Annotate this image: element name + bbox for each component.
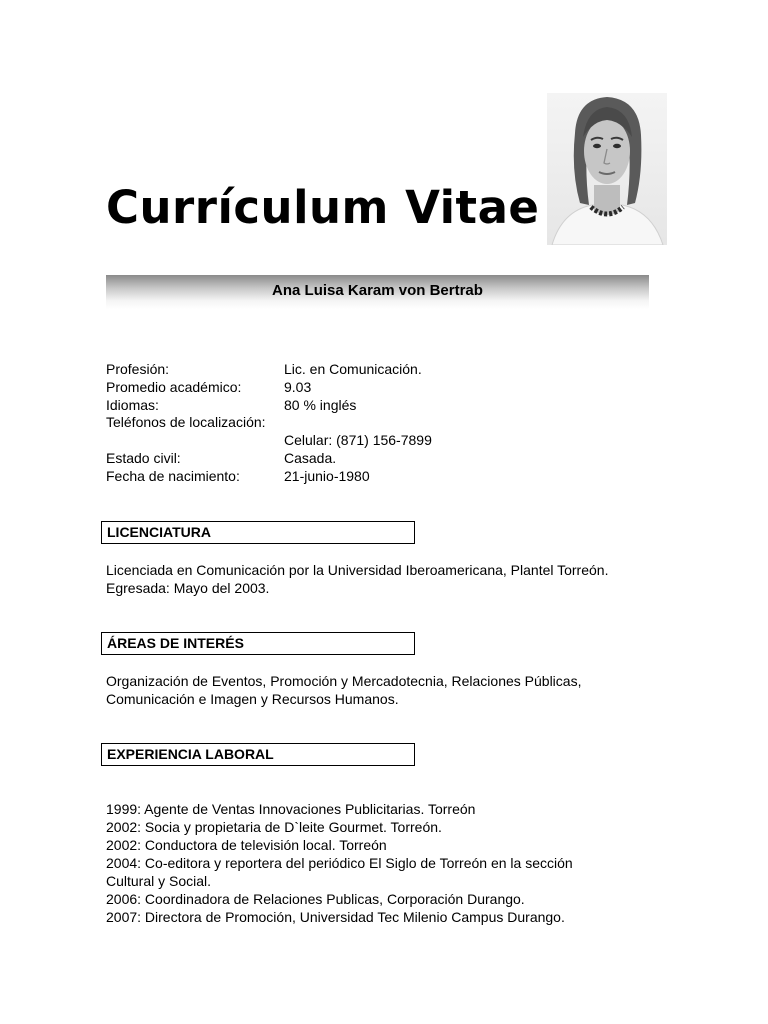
info-label: Fecha de nacimiento: (106, 467, 240, 484)
paragraph-line: Comunicación e Imagen y Recursos Humanos. (106, 691, 399, 707)
experience-line: 2002: Conductora de televisión local. Torreón (106, 837, 387, 853)
info-row (106, 432, 432, 450)
section-heading-licenciatura (101, 521, 415, 544)
info-label: Profesión: (106, 361, 170, 377)
section-heading-label: ÁREAS DE INTERÉS (107, 635, 244, 651)
experience-line: 2006: Coordinadora de Relaciones Publicas, Corporación Durango. (106, 891, 525, 907)
info-label: Idiomas: (106, 396, 159, 413)
info-value: Casada. (284, 449, 337, 466)
info-value: Lic. en Comunicación. (284, 361, 422, 377)
experience-line: 2002: Socia y propietaria de D`leite Gourmet. Torreón. (106, 819, 442, 835)
info-row (106, 361, 432, 379)
info-row (106, 468, 432, 486)
paragraph-line: Licenciada en Comunicación por la Universidad Iberoamericana, Plantel Torreón. (106, 562, 609, 578)
candidate-name: Ana Luisa Karam von Bertrab (272, 282, 483, 299)
section-body-licenciatura (106, 561, 666, 597)
page-title: Currículum Vitae (106, 181, 540, 234)
experience-line: 2004: Co-editora y reportera del periódico El Siglo de Torreón en la sección (106, 855, 573, 871)
info-value: 21-junio-1980 (284, 467, 370, 484)
info-value: 9.03 (284, 378, 312, 395)
portrait-image (547, 93, 667, 245)
experience-line: 1999: Agente de Ventas Innovaciones Publicitarias. Torreón (106, 801, 476, 817)
paragraph-line: Egresada: Mayo del 2003. (106, 580, 270, 596)
section-heading-label: EXPERIENCIA LABORAL (107, 746, 274, 762)
info-row (106, 450, 432, 468)
info-row (106, 397, 432, 415)
name-banner (106, 275, 649, 309)
info-label: Teléfonos de localización: (106, 414, 266, 431)
info-label (106, 432, 284, 450)
paragraph-line: Organización de Eventos, Promoción y Mercadotecnia, Relaciones Públicas, (106, 673, 582, 689)
experience-line: 2007: Directora de Promoción, Universidad Tec Milenio Campus Durango. (106, 909, 565, 925)
info-label: Promedio académico: (106, 378, 242, 395)
info-value: 80 % inglés (284, 396, 357, 413)
info-row (106, 414, 432, 432)
personal-info (106, 361, 432, 486)
experience-line: Cultural y Social. (106, 873, 212, 889)
section-heading-areas (101, 632, 415, 655)
section-body-areas (106, 672, 666, 708)
info-value: Celular: (871) 156-7899 (284, 432, 432, 449)
info-label: Estado civil: (106, 449, 181, 466)
section-body-experiencia (106, 800, 666, 926)
info-row (106, 379, 432, 397)
profile-photo (547, 93, 667, 245)
section-heading-label: LICENCIATURA (107, 524, 211, 540)
section-heading-experiencia (101, 743, 415, 766)
